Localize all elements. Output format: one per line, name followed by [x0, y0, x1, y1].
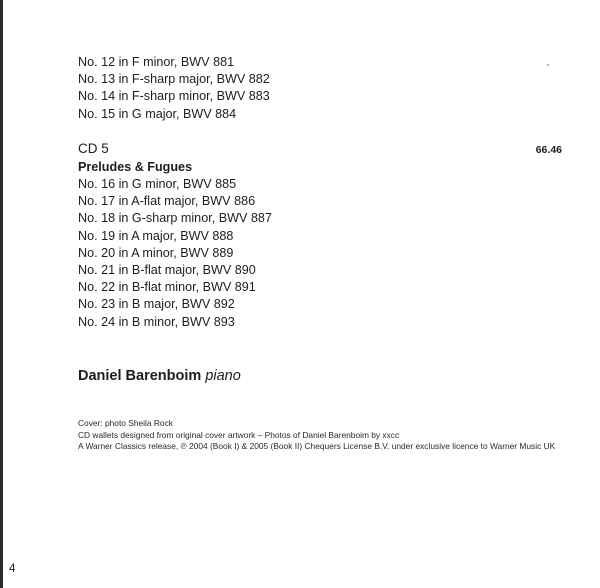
scan-speck — [547, 64, 549, 66]
credit-line: A Warner Classics release, ℗ 2004 (Book I) & 2005 (Book II) Chequers License B.V. under exclusive licence to Warner Music UK — [78, 441, 556, 452]
track-item: No. 16 in G minor, BWV 885 — [78, 177, 237, 191]
track-item: No. 17 in A-flat major, BWV 886 — [78, 194, 256, 209]
credit-line: Cover: photo Sheila Rock — [78, 418, 173, 428]
track-item: No. 21 in B-flat major, BWV 890 — [78, 262, 256, 277]
performer-role: piano — [205, 368, 241, 384]
track-item: No. 20 in A minor, BWV 889 — [78, 245, 234, 260]
track-item: No. 13 in F-sharp major, BWV 882 — [78, 72, 270, 87]
track-item: No. 19 in A major, BWV 888 — [78, 228, 234, 243]
track-item: No. 14 in F-sharp minor, BWV 883 — [78, 89, 270, 104]
track-list-continued — [78, 54, 270, 123]
page-number: 4 — [9, 563, 16, 575]
cd-duration: 66.46 — [535, 144, 562, 156]
track-item: No. 12 in F minor, BWV 881 — [78, 55, 235, 69]
credit-line: CD wallets designed from original cover artwork – Photos of Daniel Barenboim by xxcc — [78, 429, 400, 440]
page-edge-shadow — [0, 0, 3, 588]
track-list-cd5 — [78, 176, 272, 331]
section-heading: Preludes & Fugues — [78, 160, 193, 174]
cd-label: CD 5 — [78, 141, 109, 156]
track-item: No. 23 in B major, BWV 892 — [78, 297, 235, 312]
track-item: No. 15 in G major, BWV 884 — [78, 106, 237, 121]
performer-credit — [78, 366, 241, 386]
performer-name: Daniel Barenboim — [78, 368, 202, 384]
credits-block — [78, 418, 568, 453]
track-item: No. 18 in G-sharp minor, BWV 887 — [78, 211, 272, 226]
track-item: No. 24 in B minor, BWV 893 — [78, 314, 235, 329]
track-item: No. 22 in B-flat minor, BWV 891 — [78, 280, 256, 295]
